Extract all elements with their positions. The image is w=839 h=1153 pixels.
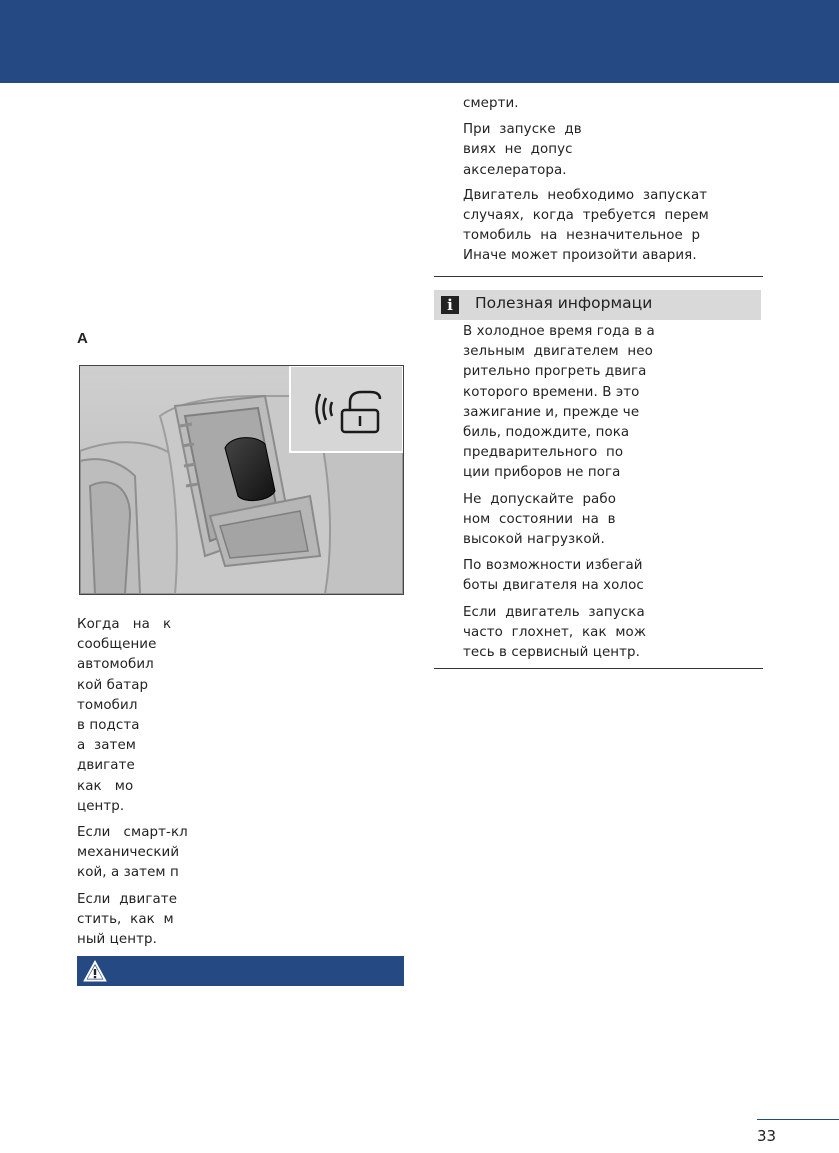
paragraph: При запуске дв виях не допус акселератора. (463, 122, 582, 178)
right-column-top-text (463, 94, 709, 273)
header-bar (0, 0, 839, 83)
paragraph: Не допускайте рабо ном состоянии на в высокой нагрузкой. (463, 491, 617, 548)
paragraph: В холодное время года в а зельным двигателем нео рительно прогреть двига которого времени. В это зажигание и, прежде че биль, подождите, пока предварительного по ции приборов не пога (463, 324, 655, 481)
info-box-title: Полезная информаци (475, 294, 653, 312)
paragraph: Если двигате стить, как м ный центр. (77, 891, 178, 948)
section-letter: A (77, 330, 88, 347)
console-illustration (80, 366, 403, 594)
paragraph: Двигатель необходимо запускат случаях, когда требуется перем томобиль на незначительное р Иначе может произойти авария. (463, 187, 709, 264)
paragraph: Если смарт-кл механический кой, а затем п (77, 825, 188, 881)
paragraph: Когда на к сообщение автомобил кой батар томобил в подста а затем двигате как мо центр. (77, 617, 172, 814)
divider (434, 276, 763, 277)
console-photo (79, 365, 404, 595)
paragraph: Если двигатель запуска часто глохнет, как мож тесь в сервисный центр. (463, 604, 647, 661)
page-number-rule (757, 1119, 839, 1120)
divider (434, 668, 763, 669)
page-number: 33 (757, 1127, 777, 1145)
left-column-text (77, 615, 188, 956)
warning-box-header (77, 956, 404, 986)
paragraph: смерти. (463, 96, 519, 111)
paragraph: По возможности избегай боты двигателя на холос (463, 558, 644, 594)
warning-triangle-icon (83, 960, 107, 982)
info-box-header (434, 290, 761, 320)
info-box-text (463, 322, 655, 669)
info-icon: i (441, 296, 459, 314)
